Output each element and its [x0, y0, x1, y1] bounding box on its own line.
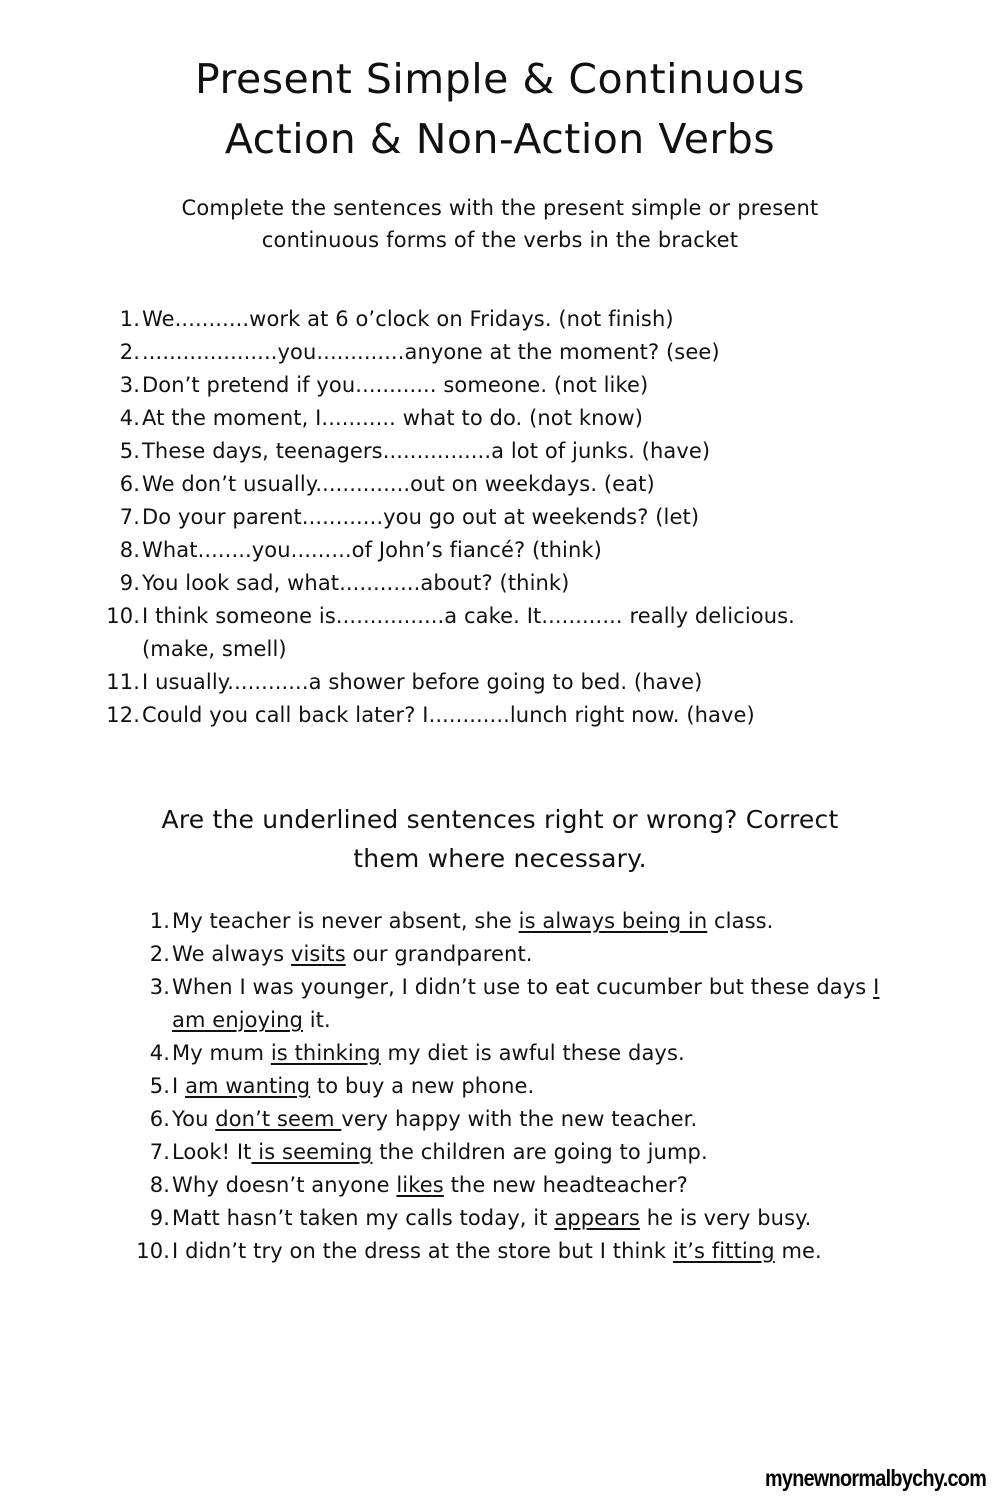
item-text: I [172, 1074, 186, 1098]
item-text: Do your parent............you go out at weekends? (let) [142, 505, 700, 529]
item-number: 5. [119, 439, 140, 463]
item-number: 10. [106, 604, 140, 628]
item-text: my diet is awful these days. [380, 1041, 685, 1065]
item-text: When I was younger, I didn’t use to eat cucumber but these days [172, 975, 874, 999]
title-line-2: Action & Non-Action Verbs [224, 115, 776, 163]
item-text: My teacher is never absent, she [172, 909, 519, 933]
instruction-line: them where necessary. [353, 844, 647, 873]
item-number: 7. [149, 1140, 170, 1164]
item-text-continued: (make, smell) [142, 637, 287, 661]
item-number: 6. [149, 1107, 170, 1131]
underlined-phrase: am wanting [185, 1074, 311, 1098]
item-number: 3. [119, 373, 140, 397]
underlined-phrase: it’s fitting [672, 1239, 775, 1263]
item-number: 11. [106, 670, 140, 694]
item-number: 10. [136, 1239, 170, 1263]
underlined-phrase: I am enjoying [172, 975, 880, 1032]
exercise2-item [149, 905, 912, 938]
exercise1-item [119, 402, 882, 435]
exercise2-item [149, 1202, 912, 1235]
exercise2-list [136, 905, 912, 1268]
underlined-phrase: is seeming [251, 1140, 373, 1164]
exercise1-item [119, 435, 882, 468]
item-number: 4. [149, 1041, 170, 1065]
item-number: 3. [149, 975, 170, 999]
item-number: 8. [119, 538, 140, 562]
item-text: Matt hasn’t taken my calls today, it [172, 1206, 555, 1230]
item-text: I usually............a shower before going to bed. (have) [142, 670, 703, 694]
item-text: the children are going to jump. [372, 1140, 708, 1164]
item-text: We don’t usually..............out on weekdays. (eat) [142, 472, 655, 496]
exercise1-item [106, 666, 882, 699]
footer-website: mynewnormalbychy.com [764, 1465, 986, 1491]
item-text: class. [707, 909, 774, 933]
exercise1-item [106, 600, 882, 666]
item-text: Could you call back later? I............lunch right now. (have) [142, 703, 755, 727]
item-number: 5. [149, 1074, 170, 1098]
exercise2-item [149, 938, 912, 971]
item-number: 1. [119, 307, 140, 331]
exercise1-item [119, 534, 882, 567]
item-text: Don’t pretend if you............ someone. (not like) [142, 373, 649, 397]
item-text: he is very busy. [639, 1206, 812, 1230]
item-number: 2. [119, 340, 140, 364]
item-text: the new headteacher? [443, 1173, 688, 1197]
underlined-phrase: visits [290, 942, 346, 966]
exercise1-instructions [120, 192, 880, 256]
item-text: Look! It [172, 1140, 252, 1164]
title-line-1: Present Simple & Continuous [195, 55, 805, 103]
exercise1-item [119, 369, 882, 402]
item-text: What........you.........of John’s fiancé? (think) [142, 538, 602, 562]
item-text: I think someone is................a cake. It............ really delicious. [142, 604, 795, 628]
item-text: These days, teenagers................a lot of junks. (have) [142, 439, 711, 463]
exercise1-list [106, 303, 882, 732]
exercise1-item [119, 567, 882, 600]
underlined-phrase: is thinking [270, 1041, 381, 1065]
item-text: it. [302, 1008, 331, 1032]
underlined-phrase: is always being in [518, 909, 708, 933]
exercise2-item [149, 1136, 912, 1169]
item-number: 6. [119, 472, 140, 496]
item-text: Why doesn’t anyone [172, 1173, 397, 1197]
underlined-phrase: don’t seem [215, 1107, 342, 1131]
item-number: 4. [119, 406, 140, 430]
item-text: We always [172, 942, 291, 966]
item-number: 12. [106, 703, 140, 727]
item-text: me. [774, 1239, 822, 1263]
item-number: 1. [149, 909, 170, 933]
item-text: to buy a new phone. [310, 1074, 535, 1098]
item-text: You look sad, what............about? (think) [142, 571, 570, 595]
exercise1-item [119, 501, 882, 534]
item-number: 9. [149, 1206, 170, 1230]
exercise2-item [149, 1037, 912, 1070]
exercise2-item [136, 1235, 912, 1268]
item-number: 8. [149, 1173, 170, 1197]
underlined-phrase: likes [396, 1173, 444, 1197]
instruction-line: Are the underlined sentences right or wrong? Correct [161, 805, 839, 834]
exercise2-item [149, 1103, 912, 1136]
item-text: At the moment, I........... what to do. (not know) [142, 406, 644, 430]
instruction-line: Complete the sentences with the present simple or present [181, 196, 819, 220]
item-text: My mum [172, 1041, 271, 1065]
instruction-line: continuous forms of the verbs in the bracket [261, 228, 739, 252]
exercise2-item [149, 971, 912, 1037]
underlined-phrase: appears [554, 1206, 640, 1230]
item-number: 7. [119, 505, 140, 529]
exercise1-item [119, 303, 882, 336]
item-text: We...........work at 6 o’clock on Fridays. (not finish) [142, 307, 674, 331]
exercise1-item [119, 468, 882, 501]
exercise1-item [106, 699, 882, 732]
exercise2-item [149, 1070, 912, 1103]
item-text: You [172, 1107, 216, 1131]
exercise2-item [149, 1169, 912, 1202]
item-number: 2. [149, 942, 170, 966]
item-text: I didn’t try on the dress at the store but I think [172, 1239, 673, 1263]
item-text: our grandparent. [345, 942, 533, 966]
exercise2-instructions [100, 800, 900, 878]
item-text: ....................you.............anyone at the moment? (see) [142, 340, 720, 364]
item-text: very happy with the new teacher. [341, 1107, 698, 1131]
item-number: 9. [119, 571, 140, 595]
exercise1-item [119, 336, 882, 369]
